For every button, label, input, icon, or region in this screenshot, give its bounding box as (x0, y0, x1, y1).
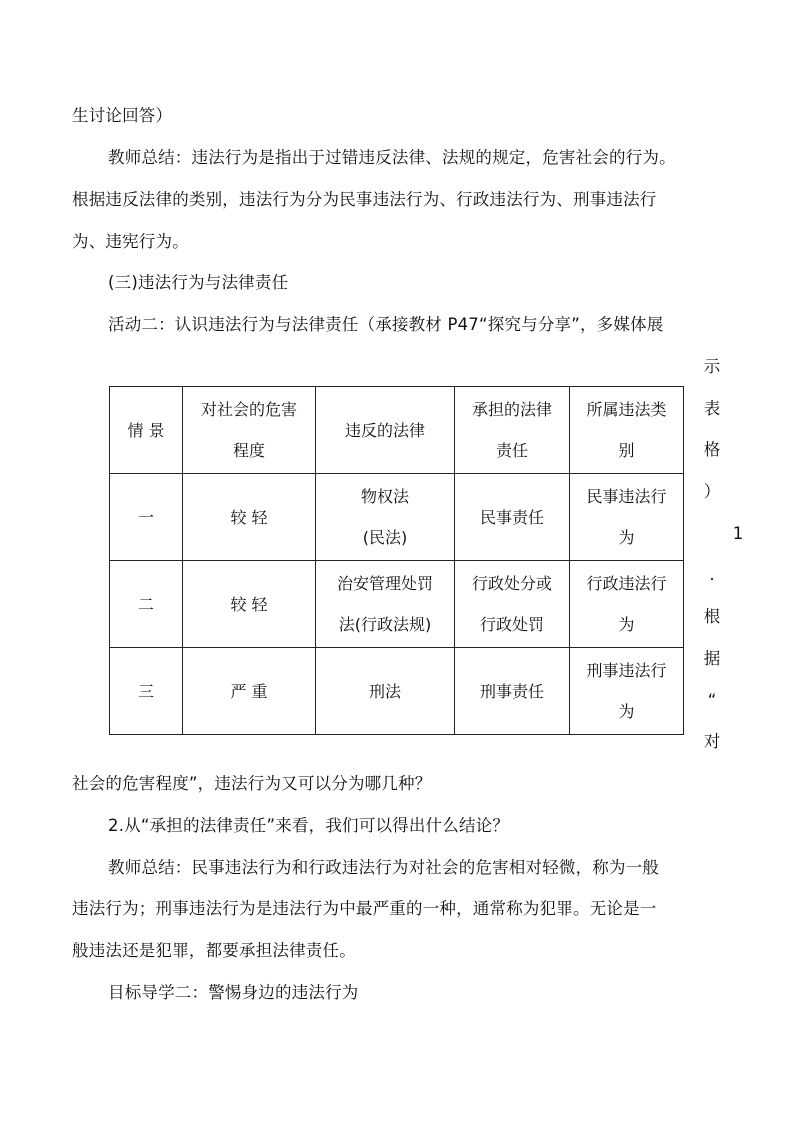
header-cell: 对社会的危害 程度 (183, 387, 316, 474)
table-cell: 刑事责任 (455, 648, 570, 735)
table-header-row (110, 387, 684, 474)
section-heading: (三)违法行为与法律责任 (108, 273, 289, 292)
table-cell: 严 重 (183, 648, 316, 735)
side-char: “ (707, 691, 717, 710)
paragraph-4: 为、违宪行为。 (72, 232, 189, 251)
side-char: 1 (732, 524, 744, 543)
table-cell: 刑事违法行 为 (570, 648, 684, 735)
paragraph-3: 根据违反法律的类别，违法行为分为民事违法行为、行政违法行为、刑事违法行 (72, 190, 657, 209)
table-cell: 较 轻 (183, 561, 316, 648)
side-char: 示 (703, 357, 721, 376)
header-cell: 所属违法类 别 (570, 387, 684, 474)
header-cell: 情 景 (110, 387, 183, 474)
paragraph-2: 教师总结：违法行为是指出于过错违反法律、法规的规定，危害社会的行为。 (108, 148, 676, 167)
paragraph-continued: 社会的危害程度”，违法行为又可以分为哪几种？ (72, 774, 432, 793)
table-row (110, 648, 684, 735)
section-goal-heading: 目标导学二：警惕身边的违法行为 (108, 983, 359, 1002)
table-row (110, 561, 684, 648)
paragraph-summary: 教师总结：民事违法行为和行政违法行为对社会的危害相对轻微，称为一般 (108, 858, 660, 877)
header-cell: 违反的法律 (316, 387, 455, 474)
side-char: ） (703, 482, 721, 501)
table-cell: 行政违法行 为 (570, 561, 684, 648)
paragraph-1: 生讨论回答） (72, 106, 173, 125)
table-cell: 刑法 (316, 648, 455, 735)
side-char: . (709, 565, 715, 584)
table-cell: 物权法 (民法) (316, 474, 455, 561)
question-2: 2.从“承担的法律责任”来看，我们可以得出什么结论？ (108, 816, 510, 835)
table-row (110, 474, 684, 561)
side-char: 对 (703, 732, 721, 751)
table-cell: 一 (110, 474, 183, 561)
side-char: 据 (703, 649, 721, 668)
paragraph-summary-cont: 违法行为；刑事违法行为是违法行为中最严重的一种，通常称为犯罪。无论是一 (72, 899, 657, 918)
table-cell: 民事违法行 为 (570, 474, 684, 561)
table-cell: 治安管理处罚 法(行政法规) (316, 561, 455, 648)
side-char: 根 (703, 607, 721, 626)
side-char: 表 (703, 399, 721, 418)
header-cell: 承担的法律 责任 (455, 387, 570, 474)
side-char: 格 (703, 440, 721, 459)
table-cell: 较 轻 (183, 474, 316, 561)
paragraph-activity: 活动二：认识违法行为与法律责任（承接教材 P47“探究与分享”，多媒体展 (108, 315, 664, 334)
table-cell: 行政处分或 行政处罚 (455, 561, 570, 648)
table-cell: 民事责任 (455, 474, 570, 561)
violation-table (109, 386, 684, 735)
paragraph-summary-end: 般违法还是犯罪，都要承担法律责任。 (72, 941, 356, 960)
table-cell: 三 (110, 648, 183, 735)
table-cell: 二 (110, 561, 183, 648)
